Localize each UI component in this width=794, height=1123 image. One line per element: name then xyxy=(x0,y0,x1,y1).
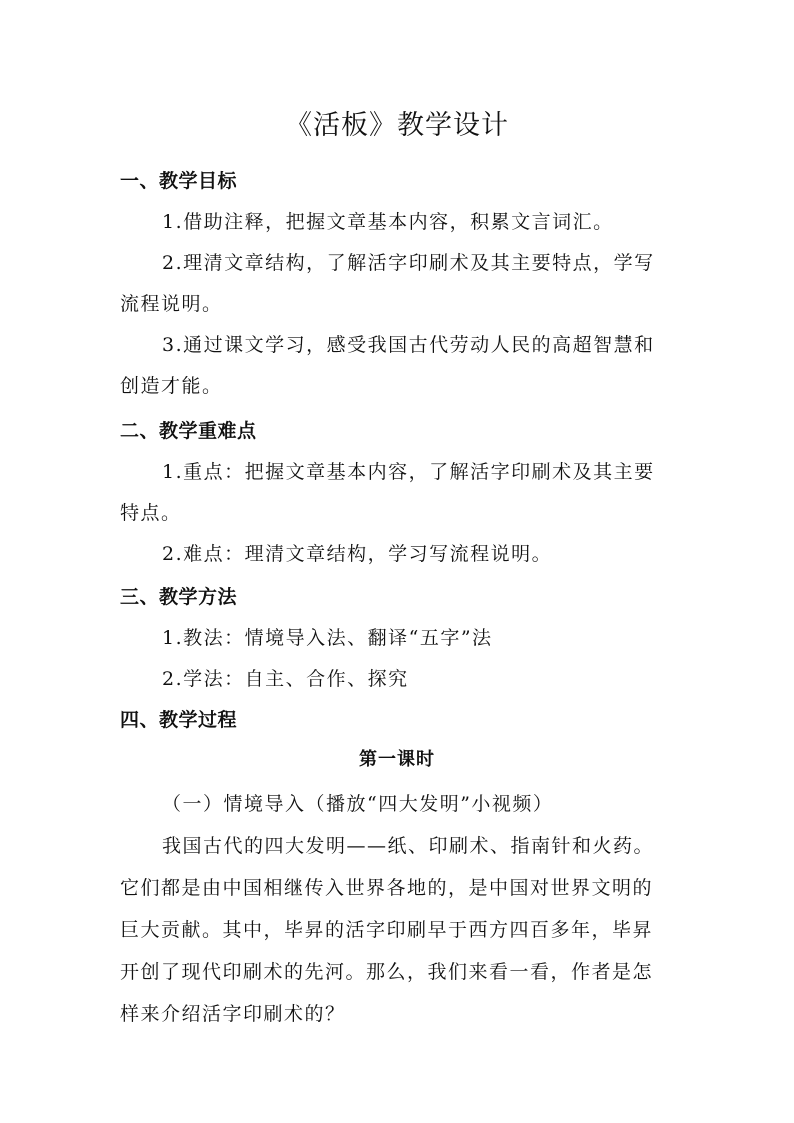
section-heading-methods: 三、教学方法 xyxy=(120,586,238,608)
key-point-item-2: 2.难点：理清文章结构，学习写流程说明。 xyxy=(162,543,553,565)
document-title: 《活板》教学设计 xyxy=(285,110,509,141)
objective-item-3: 3.通过课文学习，感受我国古代劳动人民的高超智慧和 xyxy=(162,334,655,356)
method-item-2: 2.学法：自主、合作、探究 xyxy=(162,668,409,690)
objective-item-3-continued: 创造才能。 xyxy=(120,375,223,397)
lesson-paragraph-line-3: 巨大贡献。其中，毕昇的活字印刷早于西方四百多年，毕昇 xyxy=(120,919,654,941)
lesson-paragraph-line-2: 它们都是由中国相继传入世界各地的，是中国对世界文明的 xyxy=(120,877,654,899)
section-heading-process: 四、教学过程 xyxy=(120,709,238,731)
objective-item-2-continued: 流程说明。 xyxy=(120,293,223,315)
method-item-1: 1.教法：情境导入法、翻译“五字”法 xyxy=(162,627,493,649)
lesson-paragraph-line-1: 我国古代的四大发明——纸、印刷术、指南针和火药。 xyxy=(162,835,655,857)
key-point-item-1-continued: 特点。 xyxy=(120,502,182,524)
lesson-step-heading: （一）情境导入（播放“四大发明”小视频） xyxy=(162,793,554,815)
key-point-item-1: 1.重点：把握文章基本内容，了解活字印刷术及其主要 xyxy=(162,461,655,483)
objective-item-1: 1.借助注释，把握文章基本内容，积累文言词汇。 xyxy=(162,211,614,233)
lesson-subheading: 第一课时 xyxy=(359,749,435,770)
section-heading-objectives: 一、教学目标 xyxy=(120,170,238,192)
objective-item-2: 2.理清文章结构，了解活字印刷术及其主要特点，学写 xyxy=(162,252,655,274)
lesson-paragraph-line-5: 样来介绍活字印刷术的？ xyxy=(120,1003,346,1025)
section-heading-key-points: 二、教学重难点 xyxy=(120,420,257,442)
lesson-paragraph-line-4: 开创了现代印刷术的先河。那么，我们来看一看，作者是怎 xyxy=(120,961,654,983)
